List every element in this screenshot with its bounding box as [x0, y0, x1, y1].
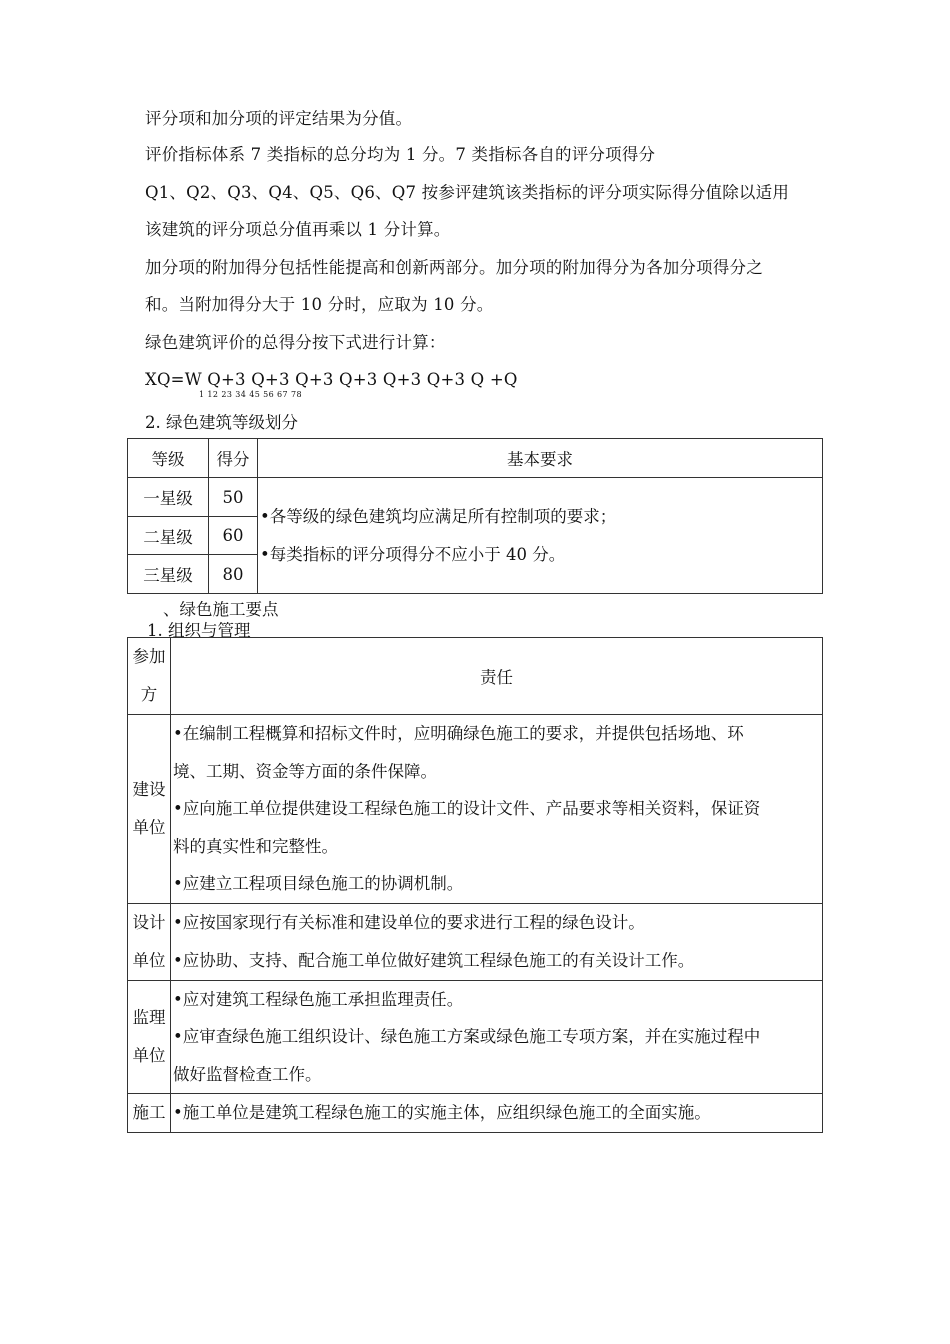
header-level: 等级 [128, 439, 209, 478]
paragraph-4: 该建筑的评分项总分值再乘以 1 分计算。 [145, 220, 451, 239]
paragraph-6: 和。当附加得分大于 10 分时，应取为 10 分。 [145, 295, 494, 314]
party-name [128, 903, 171, 980]
duty-line: •应审查绿色施工组织设计、绿色施工方案或绿色施工专项方案，并在实施过程中 [173, 1027, 761, 1046]
party-name [128, 715, 171, 904]
paragraph-2: 评价指标体系 7 类指标的总分均为 1 分。7 类指标各自的评分项得分 [145, 145, 656, 164]
requirements-cell [258, 478, 823, 594]
duty-text [171, 903, 823, 980]
duty-table [127, 637, 823, 1133]
duty-line: •应对建筑工程绿色施工承担监理责任。 [173, 989, 464, 1009]
duty-line: •施工单位是建筑工程绿色施工的实施主体，应组织绿色施工的全面实施。 [173, 1103, 711, 1123]
duty-line: •应按国家现行有关标准和建设单位的要求进行工程的绿色设计。 [173, 913, 645, 932]
party-name-line: 建设 [132, 779, 166, 799]
header-party-line: 方 [140, 685, 158, 704]
section-heading-grades: 2. 绿色建筑等级划分 [145, 413, 298, 432]
duty-row [128, 715, 823, 904]
party-name-line: 单位 [132, 950, 166, 970]
requirement-item: •每类指标的评分项得分不应小于 40 分。 [260, 544, 566, 564]
section-heading-construction: 、绿色施工要点 [163, 600, 279, 619]
duty-line: 境、工期、资金等方面的条件保障。 [173, 761, 437, 781]
duty-line: •在编制工程概算和招标文件时，应明确绿色施工的要求，并提供包括场地、环 [173, 724, 744, 743]
party-name-line: 单位 [132, 817, 166, 837]
party-name [128, 980, 171, 1094]
grade-level: 三星级 [128, 555, 209, 594]
header-party [128, 638, 171, 715]
grade-row [128, 478, 823, 517]
duty-line: •应协助、支持、配合施工单位做好建筑工程绿色施工的有关设计工作。 [173, 950, 695, 970]
duty-line: 做好监督检查工作。 [173, 1064, 322, 1084]
duty-text [171, 715, 823, 904]
duty-row [128, 980, 823, 1094]
duty-text [171, 980, 823, 1094]
duty-table-header-row [128, 638, 823, 715]
grade-level: 二星级 [128, 517, 209, 555]
duty-line: •应向施工单位提供建设工程绿色施工的设计文件、产品要求等相关资料，保证资 [173, 799, 761, 818]
party-name-line: 设计 [132, 912, 166, 932]
duty-row [128, 1094, 823, 1133]
header-party-line: 参加 [132, 647, 166, 666]
header-requirements: 基本要求 [258, 439, 823, 478]
formula: XQ=W Q+3 Q+3 Q+3 Q+3 Q+3 Q+3 Q +Q [145, 370, 518, 389]
duty-text [171, 1094, 823, 1133]
header-duty: 责任 [171, 638, 823, 715]
party-name-line: 单位 [132, 1045, 166, 1065]
header-score: 得分 [209, 439, 258, 478]
party-name [128, 1094, 171, 1133]
requirement-item: •各等级的绿色建筑均应满足所有控制项的要求； [260, 506, 617, 526]
party-name-line: 施工 [132, 1103, 166, 1122]
subheading-organization: 1. 组织与管理 [147, 621, 251, 640]
party-name-line: 监理 [132, 1007, 166, 1027]
grade-score: 60 [209, 517, 258, 555]
paragraph-7: 绿色建筑评价的总得分按下式进行计算： [145, 333, 446, 352]
formula-subscripts: 1 12 23 34 45 56 67 78 [199, 390, 302, 399]
duty-line: 料的真实性和完整性。 [173, 836, 338, 856]
duty-line: •应建立工程项目绿色施工的协调机制。 [173, 874, 464, 893]
grade-table [127, 438, 823, 594]
paragraph-1: 评分项和加分项的评定结果为分值。 [145, 109, 413, 128]
grade-score: 80 [209, 555, 258, 594]
grade-score: 50 [209, 478, 258, 517]
paragraph-5: 加分项的附加得分包括性能提高和创新两部分。加分项的附加得分为各加分项得分之 [145, 258, 763, 277]
grade-table-header-row [128, 439, 823, 478]
duty-row [128, 903, 823, 980]
paragraph-3: Q1、Q2、Q3、Q4、Q5、Q6、Q7 按参评建筑该类指标的评分项实际得分值除以适用 [145, 183, 790, 202]
grade-level: 一星级 [128, 478, 209, 517]
